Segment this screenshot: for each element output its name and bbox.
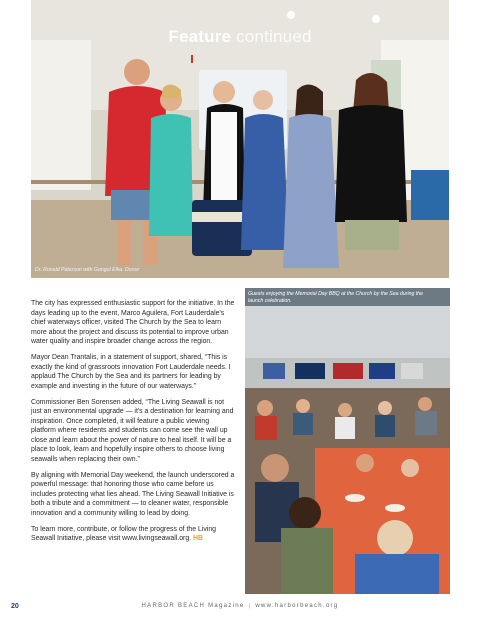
article-body <box>31 299 235 550</box>
article-paragraph-4: By aligning with Memorial Day weekend, the launch underscored a powerful message: that honoring those who came before us includes protecting what lies ahead. The Living Seawall Initiative is both a tribute and a commitment — to cleaner water, responsible innovation and a community willing to lead by doing. <box>31 471 235 517</box>
page-number: 20 <box>11 603 19 610</box>
article-paragraph-5-text: To learn more, contribute, or follow the progress of the Living Seawall Initiative, please visit www.livingseawall.org. <box>31 525 216 542</box>
article-paragraph-2: Mayor Dean Trantalis, in a statement of support, shared, “This is exactly the kind of grassroots innovation Fort Lauderdale needs. I applaud The Church by the Sea and its partners for leading by example and investing in the future of our waterways.” <box>31 354 231 390</box>
feature-heading-bold: Feature <box>168 27 232 46</box>
article-paragraph-1: The city has expressed enthusiastic support for the initiative. In the days leading up to the event, Marco Aguilera, Fort Lauderdale's chief waterways officer, visited The Church by the Sea to learn more about the project and discuss its potential to improve urban water quality and inspire broader change across the region. <box>31 300 235 345</box>
bbq-photo-image <box>245 288 450 594</box>
top-photo-credit: Dr. Ronald Paterson with Gongol Elka. Donor <box>35 267 140 273</box>
article-paragraph-5 <box>31 525 235 544</box>
footer-magazine: HARBOR BEACH Magazine <box>141 603 245 609</box>
feature-heading-continued: continued <box>236 27 312 46</box>
top-photo <box>31 0 449 278</box>
footer-text <box>0 603 480 609</box>
feature-heading <box>31 27 449 47</box>
end-mark: HB <box>193 535 203 542</box>
footer-separator: | <box>248 603 252 609</box>
article-paragraph-3: Commissioner Ben Sorensen added, “The Living Seawall is not just an environmental upgrade — it's a destination for learning and inspiration. Once completed, it will feature a public viewing platform where residents and students can come see the wall up close and learn about the power of nature to heal itself. It will be a place to look, learn and hopefully inspire others to choose living seawalls when replacing their own.” <box>31 398 234 463</box>
bottom-photo <box>245 288 450 594</box>
footer-website[interactable]: www.harborbeach.org <box>255 603 339 609</box>
bottom-photo-caption: Guests enjoying the Memorial Day BBQ at the Church by the Sea during the launch celebration. <box>248 291 424 304</box>
